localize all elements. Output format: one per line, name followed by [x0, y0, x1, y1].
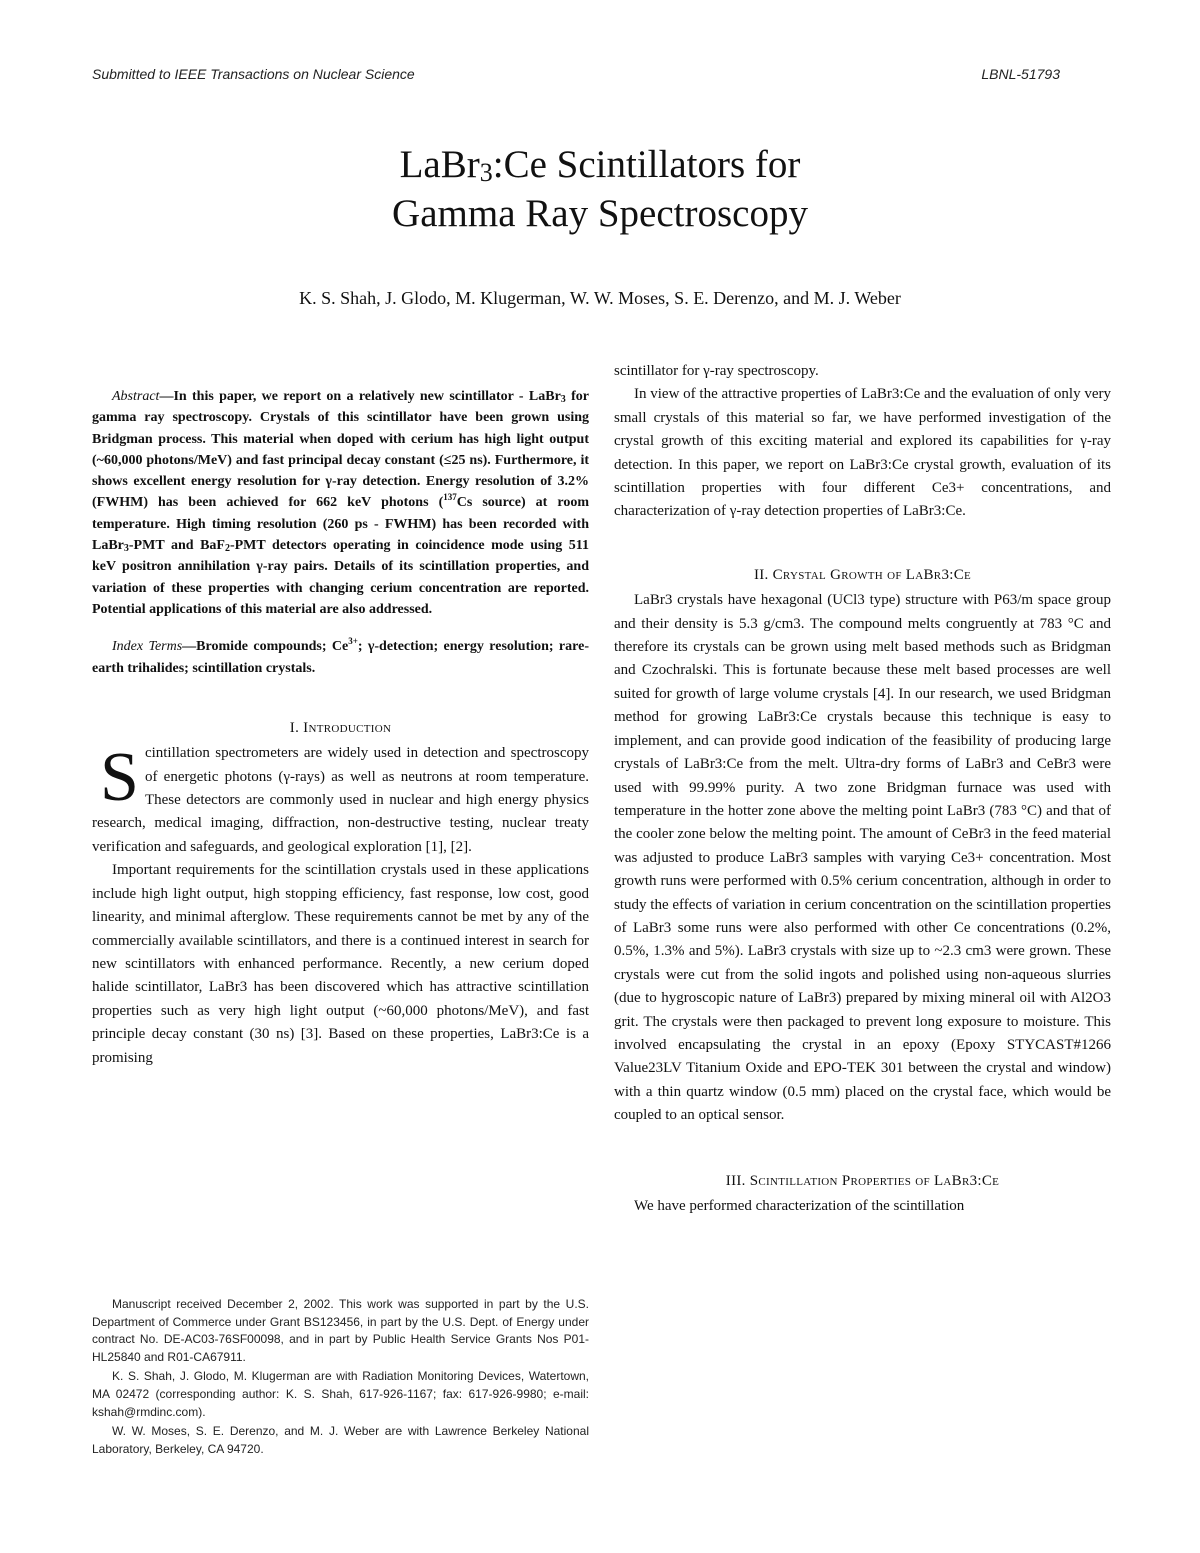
footnote-manuscript: Manuscript received December 2, 2002. This work was supported in part by the U.S. Department of Commerce under Grant BS123456, in part by the U.S. Dept. of Energy under contract No. DE-AC03-76SF00098, and in part by Public Health Service Grants Nos P01-HL25840 and R01-CA67911. [92, 1297, 589, 1364]
intro-paragraph-2: Important requirements for the scintillation crystals used in these applications include high light output, high stopping efficiency, fast response, low cost, good linearity, and minimal afterglow. These requirements cannot be met by any of the commercially available scintillators, and there is a continued interest in search for new scintillators with enhanced performance. Recently, a new cerium doped halide scintillator, LaBr3 has been discovered which has attractive scintillation properties such as very high light output (~60,000 photons/MeV), and fast principle decay constant (30 ns) [3]. Based on these properties, LaBr3:Ce is a promising [92, 862, 589, 1066]
section-heading-introduction: I. Introduction [289, 719, 392, 736]
section-heading-crystal-growth: II. Crystal Growth of LaBr3:Ce [753, 566, 972, 583]
title-line-2: Gamma Ray Spectroscopy [392, 192, 808, 235]
index-terms: Index Terms—Bromide compounds; $Ce^{3+}$; γ-detection; energy resolution; rare-earth trihalides; scintillation crystals. [92, 636, 589, 676]
footnote-rmd-affiliation: K. S. Shah, J. Glodo, M. Klugerman are with Radiation Monitoring Devices, Watertown, MA 02472 (corresponding author: K. S. Shah, 617-926-1167; fax: 617-926-9980; e-mail: kshah@rmdinc.com). [92, 1369, 589, 1419]
running-header-report-number: LBNL-51793 [981, 66, 1060, 82]
author-list: K. S. Shah, J. Glodo, M. Klugerman, W. W. Moses, S. E. Derenzo, and M. J. Weber [299, 288, 901, 308]
intro-paragraph-3: In view of the attractive properties of LaBr3:Ce and the evaluation of only very small crystals of this material so far, we have performed investigation of the crystal growth of this exciting material and explored its capabilities for γ-ray detection. In this paper, we report on LaBr3:Ce crystal growth, evaluation of its scintillation properties with four different Ce3+ concentrations, and characterization of γ-ray detection properties of LaBr3:Ce. [614, 386, 1111, 520]
abstract: Abstract—In this paper, we report on a relatively new scintillator - LaBr$_3$ for gamma ray spectroscopy. Crystals of this scintillator have been grown using Bridgman process. This material when doped with cerium has high light output (~60,000 photons/MeV) and fast principal decay constant (≤25 ns). Furthermore, it shows excellent energy resolution for γ-ray detection. Energy resolution of 3.2% (FWHM) has been achieved for 662 keV photons ($^{137}$Cs source) at room temperature. High timing resolution (260 ps - FWHM) has been recorded with LaBr$_3$-PMT and BaF$_2$-PMT detectors operating in coincidence mode using 511 keV positron annihilation γ-ray pairs. Details of its scintillation properties, and variation of these properties with changing cerium concentration are reported. Potential applications of this material are also addressed. [92, 389, 589, 617]
footnote-lbnl-affiliation: W. W. Moses, S. E. Derenzo, and M. J. Weber are with Lawrence Berkeley National Laboratory, Berkeley, CA 94720. [92, 1424, 589, 1456]
section-heading-scintillation-properties: III. Scintillation Properties of LaBr3:Ce [725, 1172, 1000, 1189]
intro-paragraph-1: Scintillation spectrometers are widely used in detection and spectroscopy of energetic photons (γ-rays) as well as neutrons at room temperature. These detectors are commonly used in nuclear and high energy physics research, medical imaging, diffraction, non-destructive testing, nuclear treaty verification and safeguards, and geological exploration [1], [2]. [92, 739, 589, 855]
footnotes [92, 1296, 589, 1460]
paper-title [0, 140, 1200, 238]
title-line-1: LaBr$_3$:Ce Scintillators for [399, 143, 801, 187]
drop-cap: S [100, 739, 139, 817]
left-column [92, 386, 589, 1070]
running-header-journal: Submitted to IEEE Transactions on Nuclear Science [92, 66, 415, 82]
right-column [614, 360, 1111, 1218]
intro-paragraph-2-continued: scintillator for γ-ray spectroscopy. [614, 363, 819, 379]
scintillation-paragraph: We have performed characterization of the scintillation [634, 1198, 965, 1214]
crystal-growth-paragraph: LaBr3 crystals have hexagonal (UCl3 type) structure with P63/m space group and their density is 5.3 g/cm3. The compound melts congruently at 783 °C and therefore its crystals can be grown using melt based methods such as Bridgman and Czochralski. This is fortunate because these melt based processes are well suited for growth of large volume crystals [4]. In our research, we used Bridgman method for growing LaBr3:Ce crystals because this technique is easy to implement, and can provide good indication of the feasibility of producing large crystals of LaBr3:Ce from the melt. Ultra-dry forms of LaBr3 and CeBr3 were used with 99.99% purity. A two zone Bridgman furnace was used with temperature in the hotter zone above the melting point LaBr3 (783 °C) and that of the cooler zone below the melting point. The amount of CeBr3 in the feed material was adjusted to produce LaBr3 samples with varying Ce3+ concentration. Most growth runs were performed with 0.5% cerium concentration, although in order to study the effects of variation in cerium concentration on the scintillation properties of LaBr3 some runs were also performed with other Ce concentrations (0.2%, 0.5%, 1.3% and 5%). LaBr3 crystals with size up to ~2.3 cm3 were grown. These crystals were cut from the solid ingots and polished using non-aqueous slurries (due to hygroscopic nature of LaBr3) prepared by mixing mineral oil with Al2O3 grit. The crystals were then packaged to prevent long exposure to moisture. This involved encapsulating the crystal in an epoxy (Epoxy STYCAST#1266 Value23LV Titanium Oxide and EPO-TEK 301 between the crystal and window) with a thin quartz window (0.5 mm) placed on the crystal face, which would be coupled to an optical sensor. [614, 592, 1111, 1124]
